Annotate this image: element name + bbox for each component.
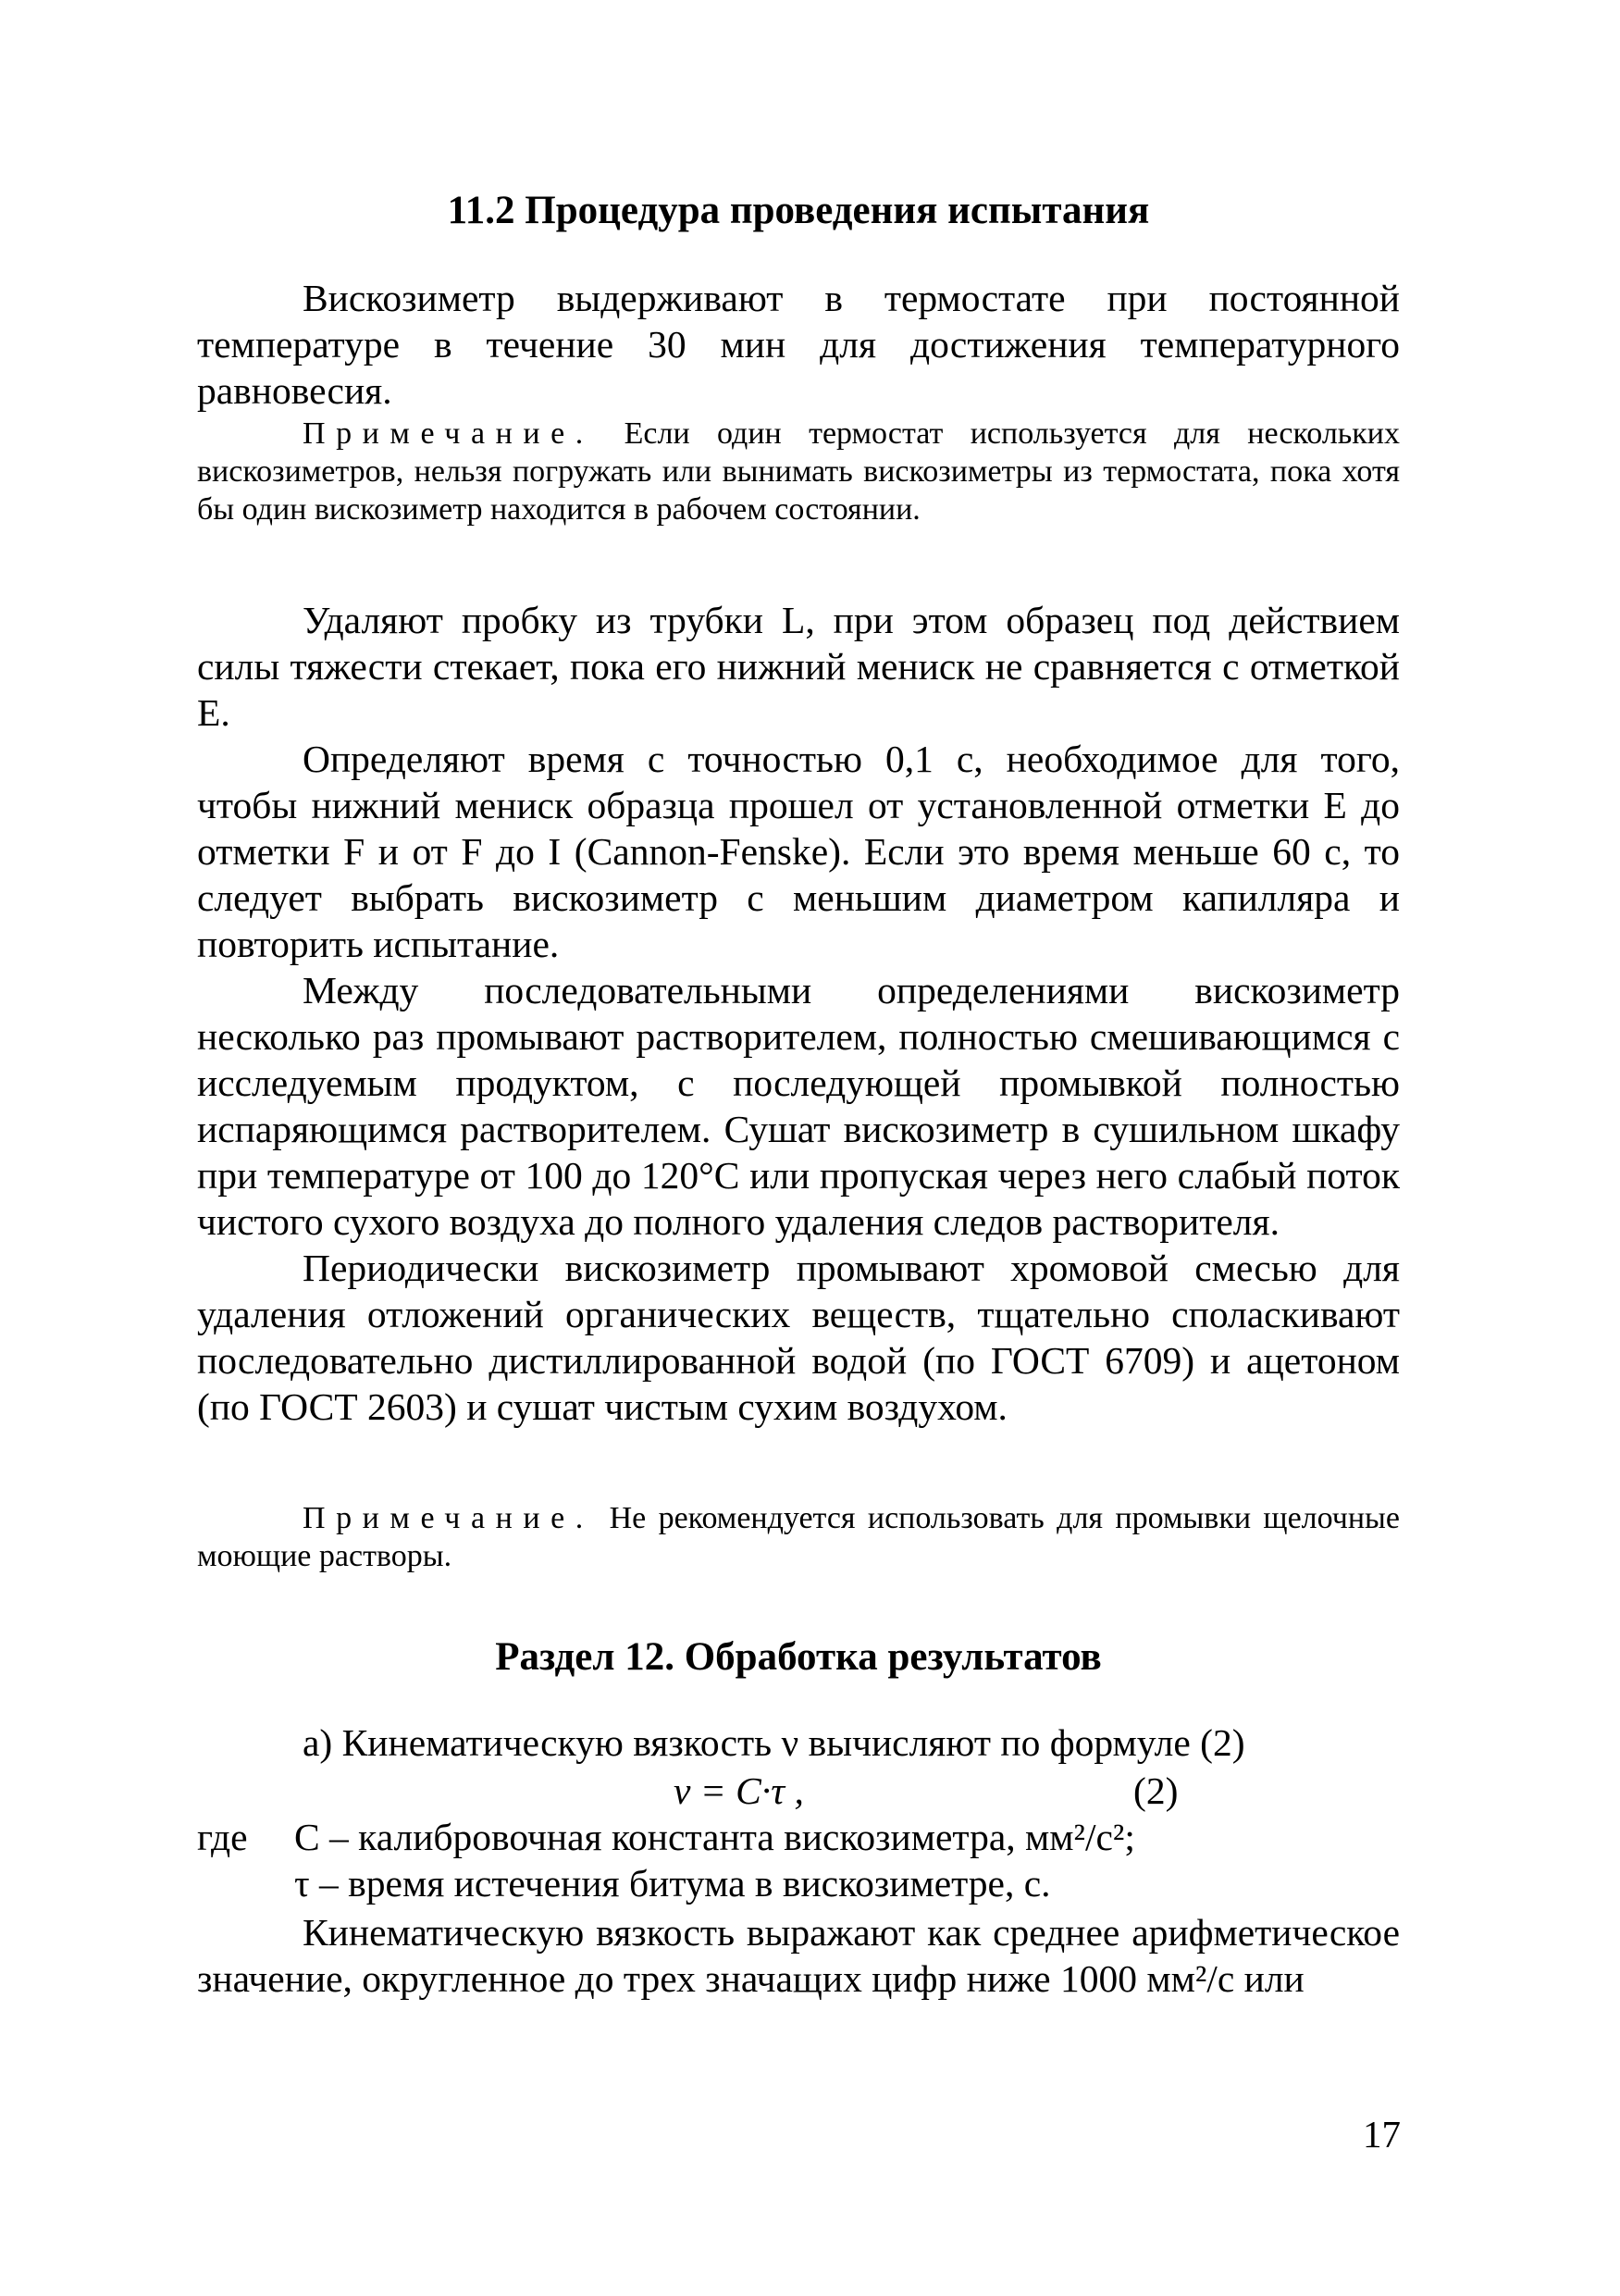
where-item: С – калибровочная константа вискозиметра, мм²/с²; — [294, 1816, 1135, 1858]
page-number: 17 — [1363, 2113, 1401, 2155]
note-text: Не рекомендуется использовать для промывки щелочные моющие растворы. — [197, 1501, 1400, 1573]
formula-line — [197, 1768, 1400, 1814]
paragraph-thermostat — [197, 275, 1400, 414]
paragraph: Определяют время с точностью 0,1 с, необходимое для того, чтобы нижний мениск образца прошел от установленной отметки E до отметки F и от F до I (Cannon-Fenske). Если это время меньше 60 с, то следует выбрать вискозиметр с меньшим диаметром капилляра и повторить испытание. — [197, 738, 1400, 965]
section2-title: Раздел 12. Обработка результатов — [495, 1635, 1102, 1679]
formula-intro-text: а) Кинематическую вязкость ν вычисляют по формуле (2) — [303, 1721, 1245, 1764]
section2-heading — [197, 1634, 1400, 1680]
formula: ν = C·τ , — [674, 1769, 804, 1812]
where-line-1 — [197, 1814, 1400, 1860]
where-label: где — [197, 1816, 248, 1858]
formula-intro — [197, 1719, 1400, 1766]
paragraph: Вискозиметр выдерживают в термостате при постоянной температуре в течение 30 мин для достижения температурного равновесия. — [197, 277, 1400, 412]
paragraph: Между последовательными определениями вискозиметр несколько раз промывают растворителем, полностью смешивающимся с исследуемым продуктом, с последующей промывкой полностью испаряющимся растворителем. Сушат вискозиметр в сушильном шкафу при температуре от 100 до 120°С или пропуская через него слабый поток чистого сухого воздуха до полного удаления следов растворителя. — [197, 969, 1400, 1243]
section-title: 11.2 Процедура проведения испытания — [447, 189, 1150, 232]
note-text: Если один термостат используется для нескольких вискозиметров, нельзя погружать или вынимать вискозиметры из термостата, пока хотя бы один вискозиметр находится в рабочем состоянии. — [197, 416, 1401, 527]
paragraph: Кинематическую вязкость выражают как среднее арифметическое значение, округленное до трех значащих цифр ниже 1000 мм²/с или — [197, 1911, 1400, 2000]
note-1 — [197, 415, 1400, 528]
note-2 — [197, 1499, 1400, 1575]
paragraph-group-procedure — [197, 597, 1400, 1430]
where-line-2 — [197, 1860, 1400, 1906]
paragraph: Периодически вискозиметр промывают хромовой смесью для удаления отложений органических веществ, тщательно споласкивают последовательно дистиллированной водой (по ГОСТ 6709) и ацетоном (по ГОСТ 2603) и сушат чистым сухим воздухом. — [197, 1247, 1400, 1428]
note-label: Примечание. — [303, 1501, 594, 1535]
paragraph: Удаляют пробку из трубки L, при этом образец под действием силы тяжести стекает, пока его нижний мениск не сравняется с отметкой E. — [197, 599, 1400, 734]
where-item: τ – время истечения битума в вискозиметре, с. — [294, 1862, 1051, 1905]
section-heading — [197, 188, 1400, 233]
final-paragraph-block — [197, 1909, 1400, 2002]
formula-number: (2) — [1133, 1769, 1179, 1812]
note-label: Примечание. — [303, 416, 594, 451]
